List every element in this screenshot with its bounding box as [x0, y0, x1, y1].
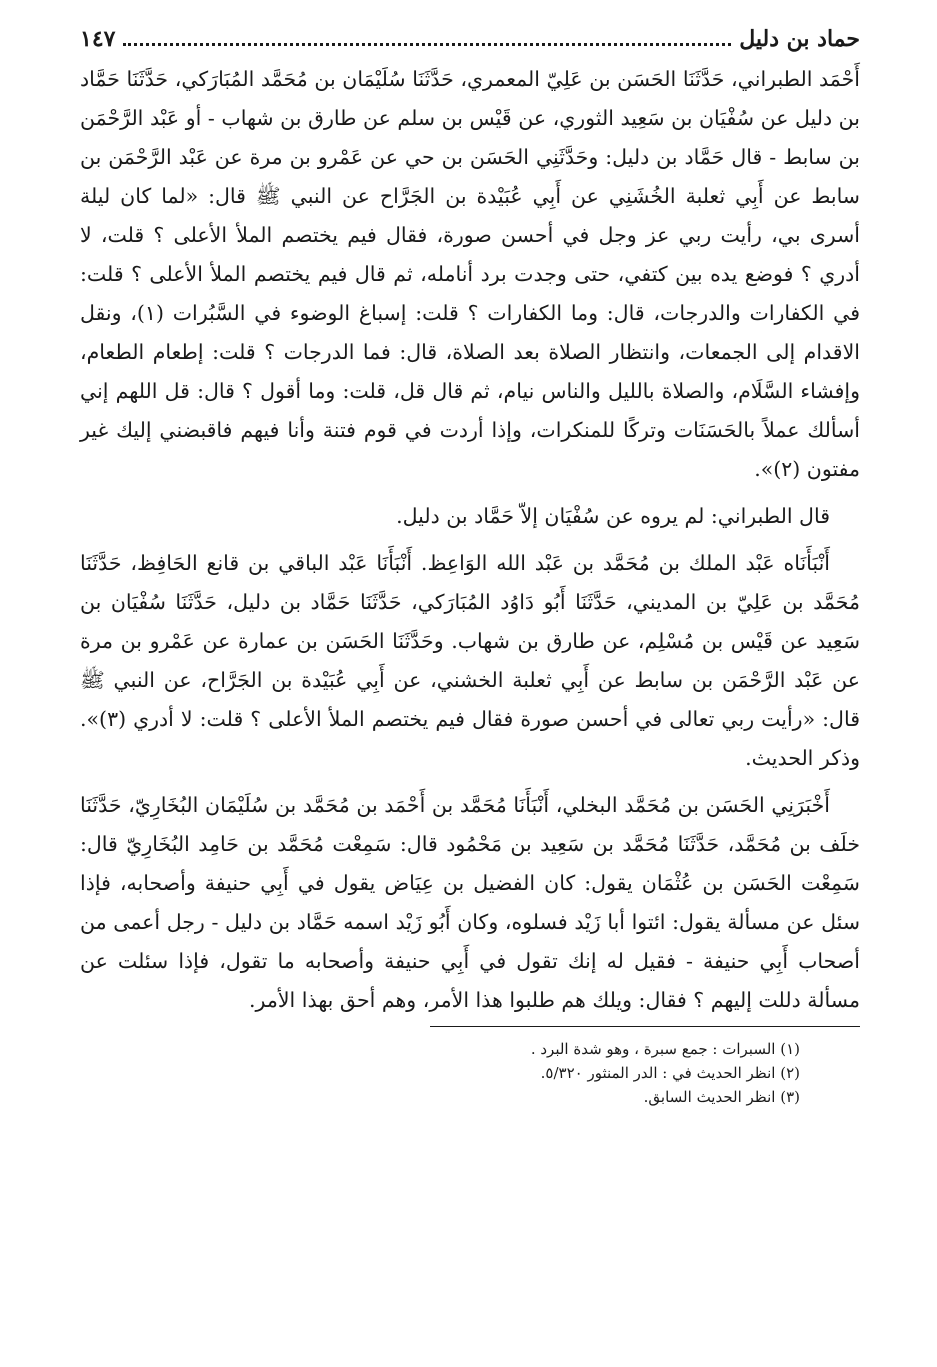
footnotes	[80, 1037, 860, 1109]
paragraph-second-chain: أَنْبَأَنَاه عَبْد الملك بن مُحَمَّد بن عَبْد الله الوَاعِظ. أَنْبَأَنَا عَبْد الباقي بن قانع الحَافِظ، حَدَّثَنَا مُحَمَّد بن عَلِيّ بن المديني، حَدَّثَنَا أَبُو دَاوُد المُبَارَكي، حَدَّثَنَا حَمَّاد بن دليل، حَدَّثَنَا سُفْيَان بن سَعِيد عن قَيْس بن مُسْلِم، عن طارق بن شهاب. وحَدَّثَنَا الحَسَن بن عمارة عن عَمْرو بن مرة عن عَبْد الرَّحْمَن بن سابط عن أَبِي ثعلبة الخشني، عن أَبِي عُبَيْدة بن الجَرَّاح، عن النبي ﷺ قال: «رأيت ربي تعالى في أحسن صورة فقال فيم يختصم الملأ الأعلى ؟ قلت: لا أدري (٣)». وذكر الحديث.	[80, 551, 860, 770]
running-title: حماد بن دليل	[739, 26, 860, 52]
book-page	[80, 22, 860, 1109]
page-number: ١٤٧	[80, 26, 116, 52]
footnote-2: (٢) انظر الحديث في : الدر المنثور ٥/٣٢٠.	[540, 1064, 800, 1082]
footnote-separator	[430, 1026, 860, 1027]
paragraph-tabarani-note: قال الطبراني: لم يروه عن سُفْيَان إلاّ حَمَّاد بن دليل.	[396, 504, 830, 528]
footnote-1: (١) السبرات : جمع سبرة ، وهو شدة البرد .	[530, 1040, 800, 1058]
footnote-3: (٣) انظر الحديث السابق.	[643, 1088, 800, 1106]
header-dot-leader	[123, 23, 731, 46]
paragraph-hadith-chain: أَحْمَد الطبراني، حَدَّثَنَا الحَسَن بن عَلِيّ المعمري، حَدَّثَنَا سُلَيْمَان بن مُحَمَّد المُبَارَكي، حَدَّثَنَا حَمَّاد بن دليل عن سُفْيَان بن سَعِيد الثوري، عن قَيْس بن سلم عن طارق بن شهاب - أو عَبْد الرَّحْمَن بن سابط - قال حَمَّاد بن دليل: وحَدَّثَنِي الحَسَن بن حي عن عَمْرو بن مرة عن عَبْد الرَّحْمَن بن سابط عن أَبِي ثعلبة الخُشَنِي عن أَبِي عُبَيْدة بن الجَرَّاح عن النبي ﷺ قال: «لما كان ليلة أسرى بي، رأيت ربي عز وجل في أحسن صورة، فقال فيم يختصم الملأ الأعلى ؟ قلت، لا أدري ؟ فوضع يده بين كتفي، حتى وجدت برد أنامله، ثم قال فيم يختصم الملأ الأعلى ؟ قلت: في الكفارات والدرجات، قال: وما الكفارات ؟ قلت: إسباغ الوضوء في السَّبُرات (١)، ونقل الاقدام إلى الجمعات، وانتظار الصلاة بعد الصلاة، قال: فما الدرجات ؟ قلت: إطعام الطعام، وإفشاء السَّلَام، والصلاة بالليل والناس نيام، ثم قال قل، قلت: وما أقول ؟ قال: قل اللهم إني أسألك عملاً بالحَسَنَات وتركًا للمنكرات، وإذا أردت في قوم فتنة وأنا فيهم فاقبضني إليك غير مفتون (٢)».	[80, 67, 860, 481]
paragraph-fudayl-report: أَخْبَرَنِي الحَسَن بن مُحَمَّد البخلي، أَنْبَأَنَا مُحَمَّد بن أَحْمَد بن مُحَمَّد بن سُلَيْمَان البُخَارِيّ، حَدَّثَنَا خلَف بن مُحَمَّد، حَدَّثَنَا مُحَمَّد بن سَعِيد بن مَحْمُود قال: سَمِعْت مُحَمَّد بن حَامِد البُخَارِيّ قال: سَمِعْت الحَسَن بن عُثْمَان يقول: كان الفضيل بن عِيَاض يقول في أَبِي حنيفة وأصحابه، فإذا سئل عن مسألة يقول: ائتوا أبا زَيْد فسلوه، وكان أَبُو زَيْد اسمه حَمَّاد بن دليل - رجل أعمى من أصحاب أَبِي حنيفة - فقيل له إنك تقول في أَبِي حنيفة وأصحابه ما تقول، فإذا سئلت عن مسألة دللت إليهم ؟ فقال: ويلك هم طلبوا هذا الأمر، وهم أحق بهذا الأمر.	[80, 793, 860, 1012]
page-header	[80, 22, 860, 56]
main-text	[80, 60, 860, 1020]
